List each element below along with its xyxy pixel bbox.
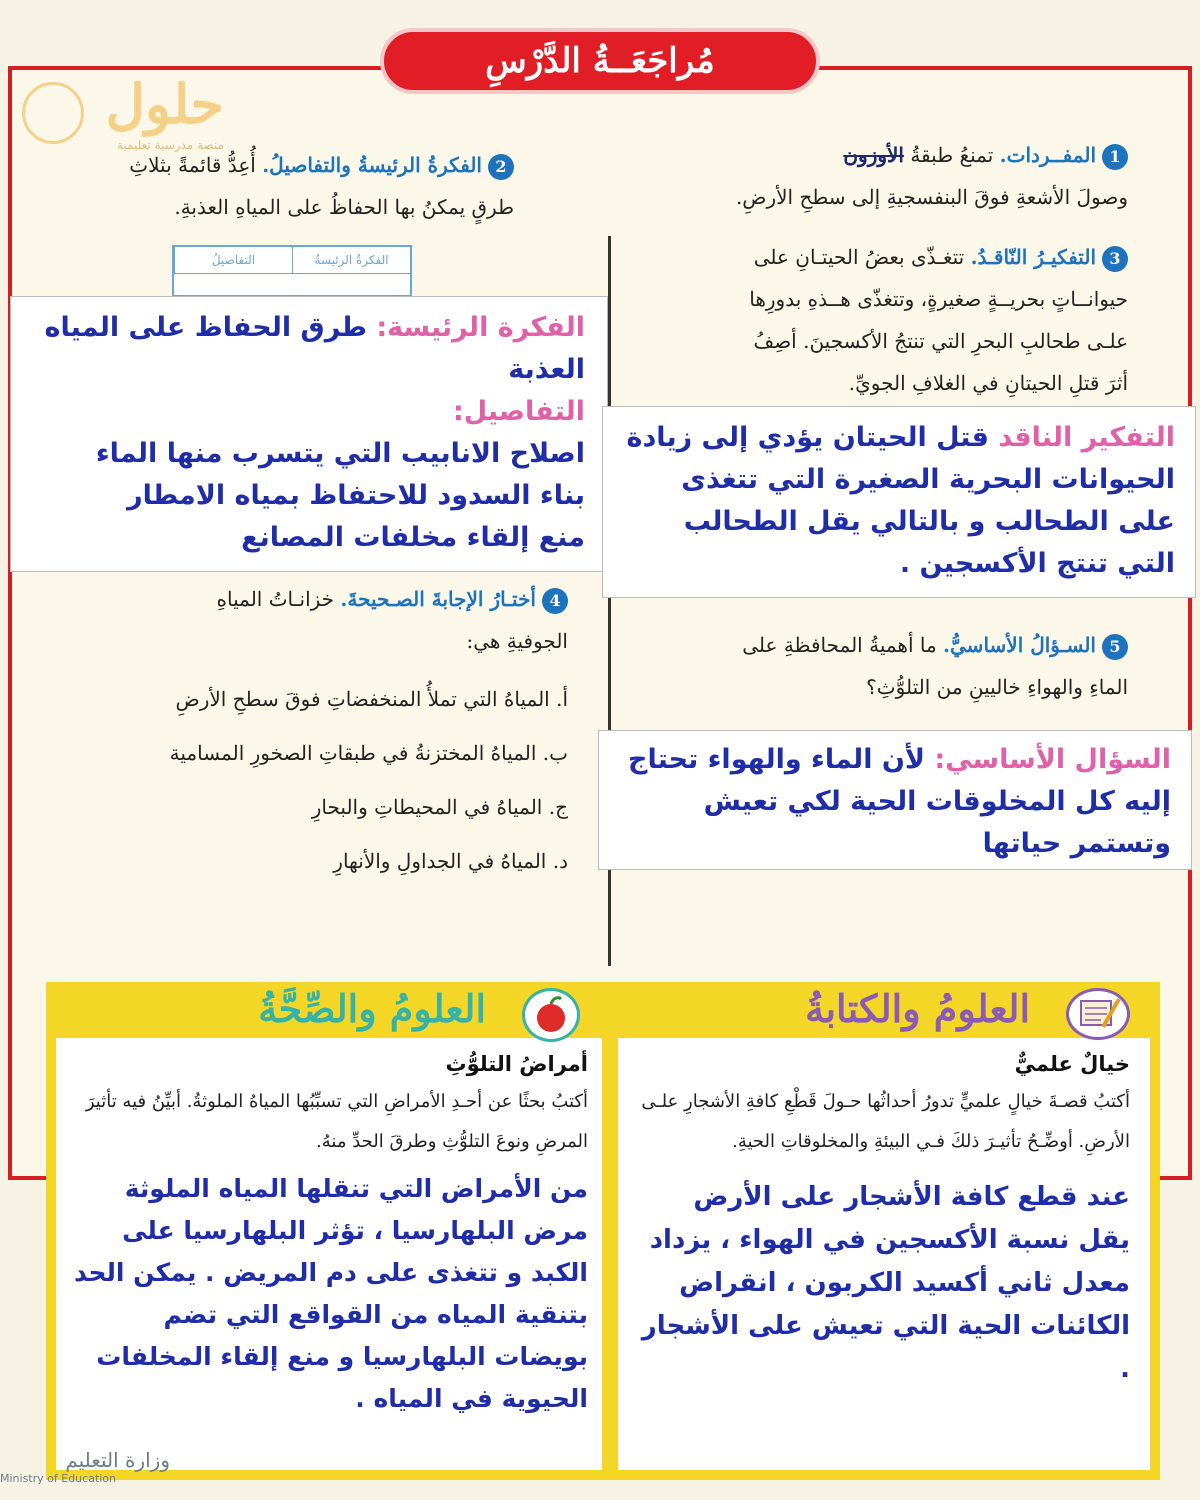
science-writing-box	[608, 982, 1160, 1480]
answer-card-2	[10, 296, 608, 572]
question-1-heading: المفــردات.	[999, 143, 1096, 167]
science-writing-answer: عند قطع كافة الأشجار على الأرض يقل نسبة الأكسجين في الهواء ، يزداد معدل ثاني أكسيد الكربون ، انقراض الكائنات الحية التي تعيش على الأشجار .	[641, 1182, 1130, 1384]
question-1-text-line2: وصولَ الأشعةِ فوقَ البنفسجيةِ إلى سطحِ الأرضِ.	[735, 185, 1128, 209]
answer-5-label: السؤال الأساسي:	[934, 744, 1171, 775]
pencil-paper-icon	[1066, 988, 1130, 1040]
question-5-text-line2: الماءِ والهواءِ خاليينِ من التلوُّثِ؟	[866, 675, 1128, 699]
choice-a[interactable]: أ. المياهُ التي تملأُ المنخفضاتِ فوقَ سطحِ الأرضِ	[175, 687, 568, 711]
question-5	[628, 624, 1128, 708]
logo-subtitle: منصة مدرسية تعليمية	[117, 138, 224, 152]
question-3-line: علـى طحالبِ البحرِ التي تنتجُ الأكسجينَ. أصِفُ	[753, 329, 1128, 353]
choice-b[interactable]: ب. المياهُ المختزنةُ في طبقاتِ الصخورِ المسامية	[169, 741, 568, 765]
science-writing-prompt: أكتبُ قصـةَ خيالٍ علميٍّ تدورُ أحداثُها حـولَ قَطْعِ كافةِ الأشجارِ علـى الأرضِ. أوضِّـحُ تأثيـرَ ذلكَ فـي البيئةِ والمخلوقاتِ الحيةِ.	[641, 1091, 1130, 1152]
question-4-heading: أختـارُ الإجابةَ الصـحيحةَ.	[340, 587, 536, 611]
question-2-text: أُعِدُّ قائمةً بثلاثِ	[129, 153, 263, 177]
ministry-name-ar: وزارة التعليم	[65, 1448, 170, 1472]
question-1-answer: الأوزون	[843, 143, 904, 167]
science-writing-subtitle: خيالٌ علميٌّ	[1014, 1052, 1130, 1076]
science-health-title: العلومُ والصِّحَّةُ	[258, 986, 486, 1031]
science-health-answer: من الأمراض التي تنقلها المياه الملوثة مرض البلهارسيا ، تؤثر البلهارسيا على الكبد و تتغذى على دم المريض . يمكن الحد بتنقية المياه من القواقع التي تضم بويضات البلهارسيا و منع إلقاء المخلفات الحيوية في المياه .	[74, 1174, 588, 1413]
lesson-review-banner: مُراجَعَــةُ الدَّرْسِ	[380, 28, 820, 94]
question-3-line: أثرَ قتلِ الحيتانِ في الغلافِ الجويِّ.	[848, 371, 1128, 395]
apple-icon	[522, 988, 580, 1042]
question-2	[14, 144, 514, 228]
choice-d[interactable]: د. المياهُ في الجداولِ والأنهارِ	[333, 849, 568, 873]
table-header-main-idea: الفكرةُ الرئيسةُ	[292, 247, 410, 274]
answer-2-label-main: الفكرة الرئيسة:	[376, 312, 585, 343]
question-number-1: 1	[1102, 144, 1128, 170]
question-3-line: تتغـذّى بعضُ الحيتـانِ على	[753, 245, 971, 269]
answer-card-3	[602, 406, 1196, 598]
answer-2-label-details: التفاصيل:	[453, 396, 585, 427]
answer-3-text: قتل الحيتان يؤدي إلى زيادة الحيوانات البحرية الصغيرة التي تتغذى على الطحالب و بالتالي يقل الطحالب التي تنتج الأكسجين .	[626, 422, 1175, 579]
question-number-5: 5	[1102, 634, 1128, 660]
ministry-name-en: Ministry of Education	[0, 1472, 117, 1485]
answer-3-label: التفكير الناقد	[998, 422, 1175, 453]
answer-card-5	[598, 730, 1192, 870]
question-5-text: ما أهميةُ المحافظةِ على	[742, 633, 944, 657]
answer-2-detail: منع إلقاء مخلفات المصانع	[241, 522, 585, 553]
question-number-3: 3	[1102, 246, 1128, 272]
question-3-heading: التفكيـرُ النّاقـدُ.	[970, 245, 1096, 269]
answer-2-detail: بناء السدود للاحتفاظ بمياه الامطار	[127, 480, 585, 511]
choice-c[interactable]: ج. المياهُ في المحيطاتِ والبحارِ	[311, 795, 568, 819]
question-4-text: خزانـاتُ المياهِ	[216, 587, 341, 611]
table-header-details: التفاصيلُ	[174, 247, 292, 274]
logo-name: حلول	[105, 72, 224, 136]
science-health-prompt: أكتبُ بحثًا عن أحـدِ الأمراضِ التي تسبِّبُها المياهُ الملوثةُ. أبيِّنُ فيه تأثيرَ المرضِ ونوعَ التلوُّثِ وطرقَ الحدِّ منهُ.	[85, 1091, 588, 1152]
question-3-line: حيوانــاتٍ بحريــةٍ صغيرةٍ، وتتغذّى هــذهِ بدورِها	[749, 287, 1128, 311]
question-5-heading: السـؤالُ الأساسيُّ.	[943, 633, 1096, 657]
science-health-box	[46, 982, 612, 1480]
question-number-4: 4	[542, 588, 568, 614]
question-3	[628, 236, 1128, 404]
answer-5-text: لأن الماء والهواء تحتاج إليه كل المخلوقات الحية لكي تعيش وتستمر حياتها	[628, 744, 1171, 859]
question-4	[8, 578, 568, 888]
question-2-text-line2: طرقٍ يمكنُ بها الحفاظُ على المياهِ العذبةِ.	[174, 195, 514, 219]
question-2-heading: الفكرةُ الرئيسةُ والتفاصيلُ.	[262, 153, 482, 177]
science-writing-content	[618, 1038, 1150, 1470]
question-1-text: تمنعُ طبقةُ	[910, 143, 1000, 167]
science-health-subtitle: أمراضُ التلوُّثِ	[445, 1052, 588, 1076]
logo-circle-icon	[22, 82, 84, 144]
science-writing-title: العلومُ والكتابةُ	[805, 986, 1030, 1031]
question-4-text-line2: الجوفيةِ هي:	[466, 629, 568, 653]
question-number-2: 2	[488, 154, 514, 180]
science-health-content	[56, 1038, 602, 1470]
ministry-footer	[0, 1448, 170, 1485]
question-1	[628, 134, 1128, 218]
main-idea-details-table	[172, 245, 412, 297]
answer-2-main-idea: طرق الحفاظ على المياه العذبة	[44, 312, 585, 385]
answer-2-detail: اصلاح الانابيب التي يتسرب منها الماء	[95, 438, 585, 469]
